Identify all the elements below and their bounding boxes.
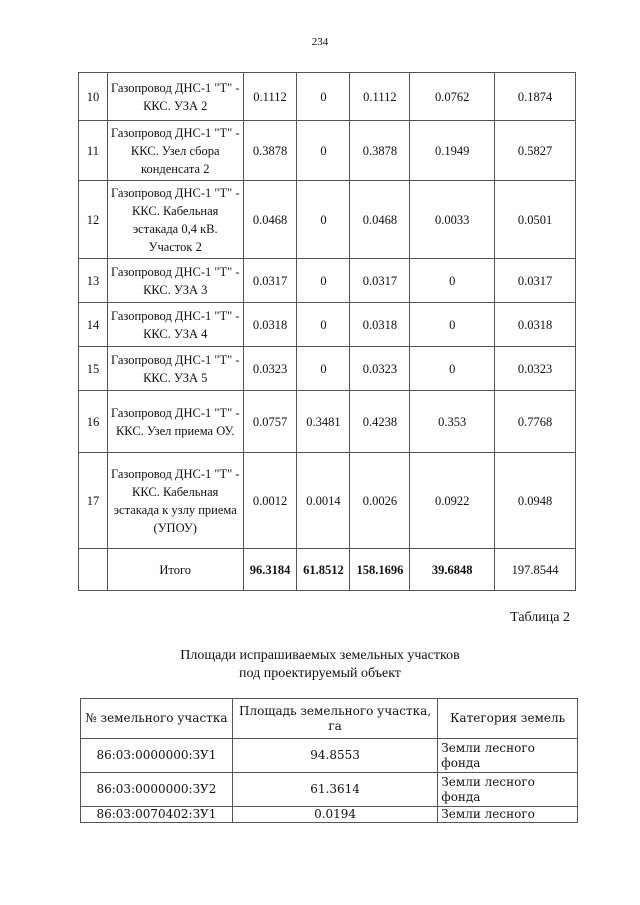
value-cell-1: 0.0757 (243, 391, 297, 453)
table-row (81, 807, 578, 823)
total-value-1: 96.3184 (243, 549, 297, 591)
value-cell-3: 0.4238 (350, 391, 410, 453)
total-row (79, 549, 576, 591)
land-area-table (78, 72, 576, 591)
value-cell-5: 0.0501 (495, 181, 576, 259)
plot-number: 86:03:0000000:ЗУ1 (81, 739, 233, 773)
object-name: Газопровод ДНС-1 "Т" - ККС. УЗА 2 (107, 73, 243, 121)
row-number: 11 (79, 121, 108, 181)
value-cell-1: 0.0317 (243, 259, 297, 303)
value-cell-4: 0.0762 (410, 73, 495, 121)
table-caption: Таблица 2 (510, 610, 570, 625)
row-number: 14 (79, 303, 108, 347)
land-category: Земли лесного (438, 807, 578, 823)
value-cell-3: 0.3878 (350, 121, 410, 181)
total-value-4: 39.6848 (410, 549, 495, 591)
table-row (81, 773, 578, 807)
plot-number: 86:03:0070402:ЗУ1 (81, 807, 233, 823)
table-row (79, 303, 576, 347)
table-title-line1: Площади испрашиваемых земельных участков (180, 648, 460, 663)
plot-area: 94.8553 (232, 739, 437, 773)
table-row (81, 739, 578, 773)
value-cell-1: 0.1112 (243, 73, 297, 121)
value-cell-4: 0 (410, 259, 495, 303)
value-cell-2: 0 (297, 303, 350, 347)
value-cell-2: 0 (297, 73, 350, 121)
table-row (79, 259, 576, 303)
value-cell-4: 0.0922 (410, 453, 495, 549)
object-name: Газопровод ДНС-1 "Т" - ККС. Узел сбора конденсата 2 (107, 121, 243, 181)
value-cell-1: 0.0468 (243, 181, 297, 259)
value-cell-5: 0.0317 (495, 259, 576, 303)
row-number: 16 (79, 391, 108, 453)
value-cell-1: 0.0012 (243, 453, 297, 549)
object-name: Газопровод ДНС-1 "Т" - ККС. Кабельная эстакада 0,4 кВ. Участок 2 (107, 181, 243, 259)
requested-plots-table (80, 698, 578, 823)
plot-area: 61.3614 (232, 773, 437, 807)
value-cell-2: 0.0014 (297, 453, 350, 549)
table-row (79, 121, 576, 181)
value-cell-4: 0.0033 (410, 181, 495, 259)
requested-plots-table-body (81, 739, 578, 823)
land-area-table-body (79, 73, 576, 591)
plot-number: 86:03:0000000:ЗУ2 (81, 773, 233, 807)
value-cell-5: 0.1874 (495, 73, 576, 121)
value-cell-3: 0.0317 (350, 259, 410, 303)
value-cell-2: 0 (297, 259, 350, 303)
value-cell-5: 0.0948 (495, 453, 576, 549)
value-cell-1: 0.3878 (243, 121, 297, 181)
table-row (79, 73, 576, 121)
header-plot-area: Площадь земельного участка, га (232, 699, 437, 739)
table-header-row (81, 699, 578, 739)
object-name: Газопровод ДНС-1 "Т" - ККС. Кабельная эстакада к узлу приема (УПОУ) (107, 453, 243, 549)
object-name: Газопровод ДНС-1 "Т" - ККС. УЗА 5 (107, 347, 243, 391)
value-cell-5: 0.0318 (495, 303, 576, 347)
total-value-2: 61.8512 (297, 549, 350, 591)
total-value-3: 158.1696 (350, 549, 410, 591)
value-cell-2: 0.3481 (297, 391, 350, 453)
value-cell-5: 0.0323 (495, 347, 576, 391)
value-cell-1: 0.0323 (243, 347, 297, 391)
land-category: Земли лесного фонда (438, 739, 578, 773)
value-cell-3: 0.1112 (350, 73, 410, 121)
table-row (79, 453, 576, 549)
table-row (79, 391, 576, 453)
page-number: 234 (311, 36, 329, 48)
row-number: 15 (79, 347, 108, 391)
value-cell-3: 0.0468 (350, 181, 410, 259)
object-name: Газопровод ДНС-1 "Т" - ККС. Узел приема ОУ. (107, 391, 243, 453)
land-category: Земли лесного фонда (438, 773, 578, 807)
value-cell-3: 0.0026 (350, 453, 410, 549)
value-cell-3: 0.0318 (350, 303, 410, 347)
object-name: Газопровод ДНС-1 "Т" - ККС. УЗА 4 (107, 303, 243, 347)
value-cell-1: 0.0318 (243, 303, 297, 347)
value-cell-2: 0 (297, 121, 350, 181)
value-cell-4: 0 (410, 303, 495, 347)
total-empty-cell (79, 549, 108, 591)
header-plot-number: № земельного участка (81, 699, 233, 739)
value-cell-5: 0.7768 (495, 391, 576, 453)
object-name: Газопровод ДНС-1 "Т" - ККС. УЗА 3 (107, 259, 243, 303)
value-cell-4: 0.353 (410, 391, 495, 453)
row-number: 17 (79, 453, 108, 549)
value-cell-2: 0 (297, 181, 350, 259)
value-cell-5: 0.5827 (495, 121, 576, 181)
value-cell-3: 0.0323 (350, 347, 410, 391)
table-row (79, 347, 576, 391)
row-number: 12 (79, 181, 108, 259)
total-value-5: 197.8544 (495, 549, 576, 591)
value-cell-4: 0.1949 (410, 121, 495, 181)
plot-area: 0.0194 (232, 807, 437, 823)
row-number: 10 (79, 73, 108, 121)
value-cell-2: 0 (297, 347, 350, 391)
value-cell-4: 0 (410, 347, 495, 391)
total-label: Итого (107, 549, 243, 591)
table-row (79, 181, 576, 259)
header-land-category: Категория земель (438, 699, 578, 739)
row-number: 13 (79, 259, 108, 303)
table-title-line2: под проектируемый объект (239, 666, 401, 681)
